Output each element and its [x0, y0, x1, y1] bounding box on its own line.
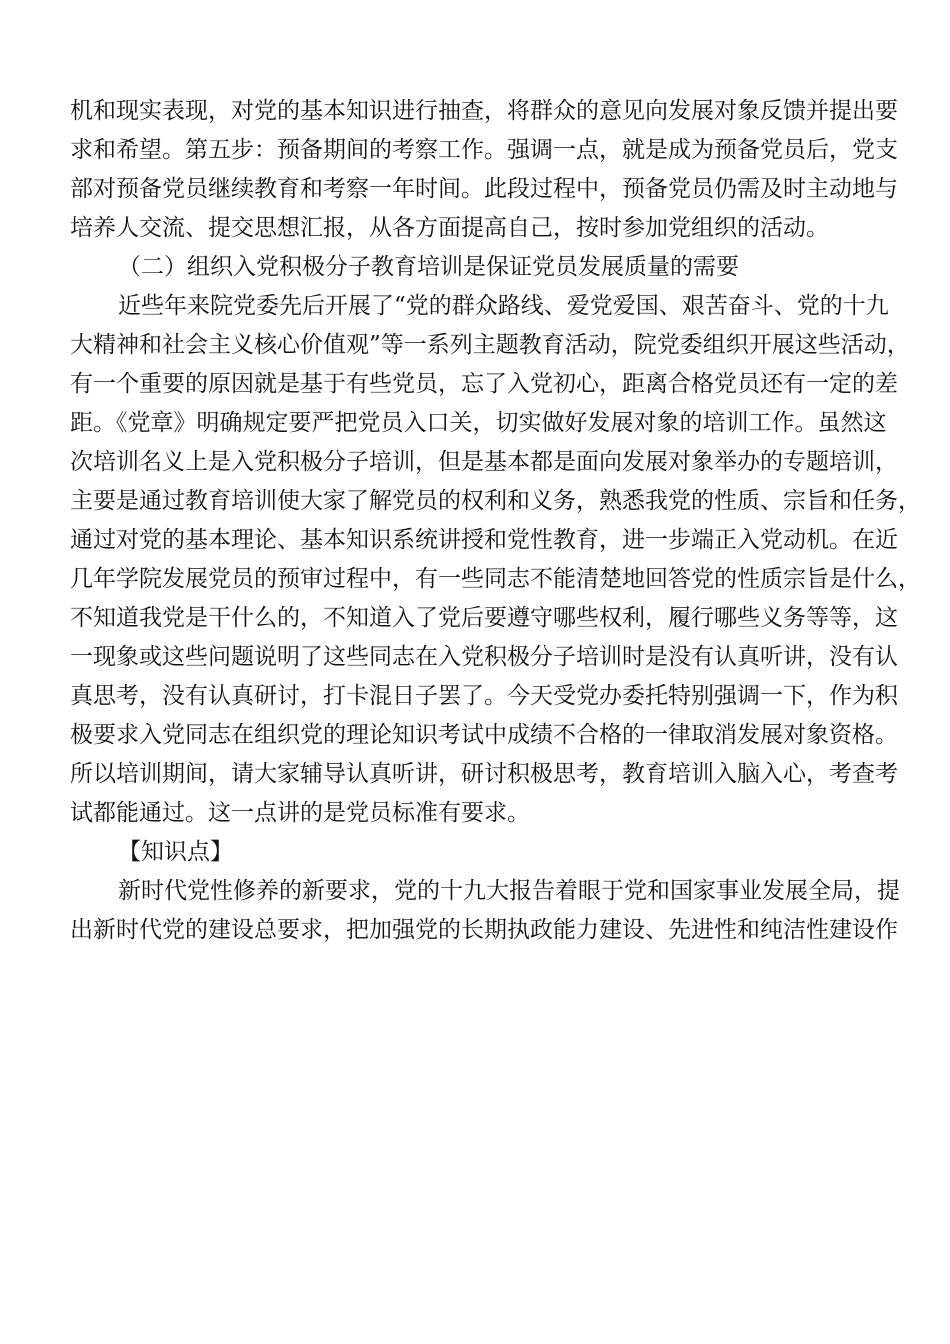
paragraph-line: 距。《党章》明确规定要严把党员入口关，切实做好发展对象的培训工作。虽然这 [70, 410, 887, 436]
paragraph-line: 次培训名义上是入党积极分子培训，但是基本都是面向发展对象举办的专题培训， [70, 449, 898, 475]
paragraph-line: 求和希望。第五步：预备期间的考察工作。强调一点，就是成为预备党员后，党支 [70, 137, 898, 163]
paragraph-line: 几年学院发展党员的预审过程中，有一些同志不能清楚地回答党的性质宗旨是什么， [70, 566, 921, 592]
paragraph-line: 大精神和社会主义核心价值观”等一系列主题教育活动，院党委组织开展这些活动， [70, 332, 910, 358]
paragraph-line: 培养人交流、提交思想汇报，从各方面提高自己，按时参加党组织的活动。 [70, 215, 829, 241]
section-heading: （二）组织入党积极分子教育培训是保证党员发展质量的需要 [118, 254, 739, 280]
paragraph-line: 通过对党的基本理论、基本知识系统讲授和党性教育，进一步端正入党动机。在近 [70, 527, 898, 553]
document-body [70, 92, 921, 950]
paragraph-line: 真思考，没有认真研讨，打卡混日子罢了。今天受党办委托特别强调一下，作为积 [70, 683, 898, 709]
paragraph-line: 有一个重要的原因就是基于有些党员，忘了入党初心，距离合格党员还有一定的差 [70, 371, 898, 397]
paragraph-line: 极要求入党同志在组织党的理论知识考试中成绩不合格的一律取消发展对象资格。 [70, 722, 898, 748]
paragraph-line: 机和现实表现，对党的基本知识进行抽查，将群众的意见向发展对象反馈并提出要 [70, 98, 898, 124]
paragraph-line: 不知道我党是干什么的，不知道入了党后要遵守哪些权利，履行哪些义务等等，这 [70, 605, 898, 631]
paragraph-line: 一现象或这些问题说明了这些同志在入党积极分子培训时是没有认真听讲，没有认 [70, 644, 898, 670]
paragraph-line: 部对预备党员继续教育和考察一年时间。此段过程中，预备党员仍需及时主动地与 [70, 176, 898, 202]
paragraph-line: 新时代党性修养的新要求，党的十九大报告着眼于党和国家事业发展全局，提 [118, 878, 900, 904]
paragraph-line: 出新时代党的建设总要求，把加强党的长期执政能力建设、先进性和纯洁性建设作 [70, 917, 898, 943]
paragraph-line: 所以培训期间，请大家辅导认真听讲，研讨积极思考，教育培训入脑入心，考查考 [70, 761, 898, 787]
paragraph-line: 近些年来院党委先后开展了“党的群众路线、爱党爱国、艰苦奋斗、党的十九 [118, 293, 889, 319]
paragraph-line: 试都能通过。这一点讲的是党员标准有要求。 [70, 800, 530, 826]
paragraph-line: 主要是通过教育培训使大家了解党员的权利和义务，熟悉我党的性质、宗旨和任务， [70, 488, 921, 514]
knowledge-point-heading: 【知识点】 [118, 839, 233, 865]
